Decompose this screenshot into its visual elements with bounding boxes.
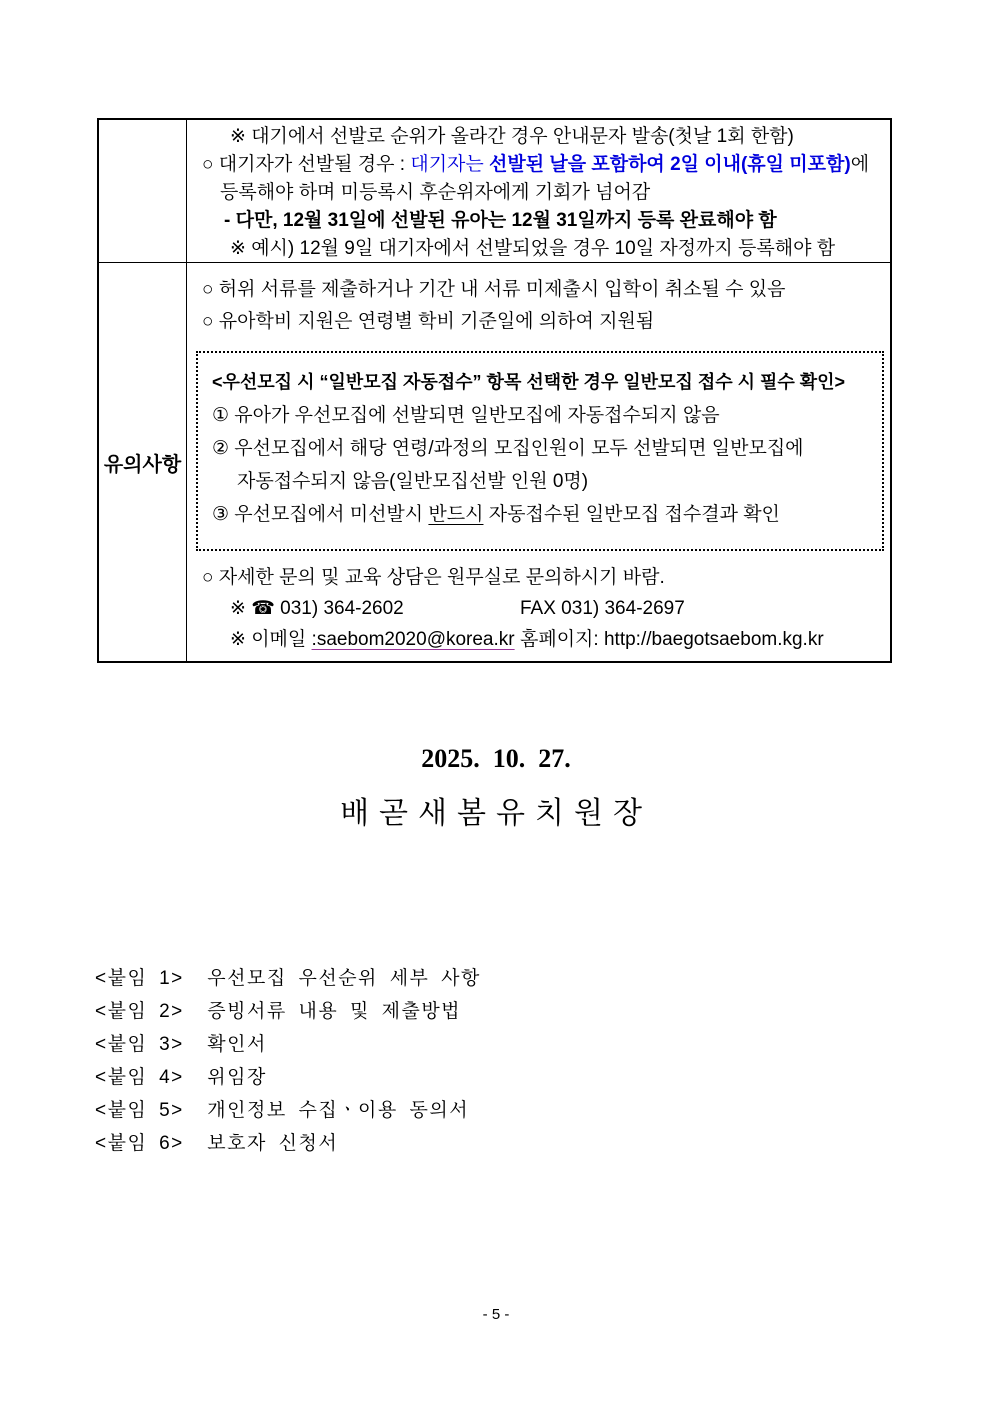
email-homepage-line xyxy=(230,624,890,655)
email-group xyxy=(230,624,520,655)
attachment-item-3: <붙임 3> 확인서 xyxy=(95,1034,267,1055)
phone-fax-line xyxy=(230,593,890,624)
auto-apply-item-2: ② 우선모집에서 해당 연령/과정의 모집인원이 모두 선발되면 일반모집에 xyxy=(212,438,804,459)
waiting-continuation-line: 등록해야 하며 미등록시 후순위자에게 기회가 넘어감 xyxy=(220,182,651,203)
email-label: ※ 이메일 xyxy=(230,629,312,650)
notes-row-label: 유의사항 xyxy=(99,263,187,661)
fax-number: FAX 031) 364-2697 xyxy=(520,598,685,619)
notes-bullet-false-docs: ○ 허위 서류를 제출하거나 기간 내 서류 미제출시 입학이 취소될 수 있음 xyxy=(202,279,786,300)
signature-date: 2025. 10. 27. xyxy=(421,744,571,773)
waiting-deadline-line: - 다만, 12월 31일에 선발된 유아는 12월 31일까지 등록 완료해야 함 xyxy=(224,210,777,231)
waiting-example-line: ※ 예시) 12월 9일 대기자에서 선발되었을 경우 10일 자정까지 등록해야 함 xyxy=(230,238,836,259)
waiting-selected-suffix: 에 xyxy=(850,154,870,175)
homepage-url: 홈페이지: http://baegotsaebom.kg.kr xyxy=(520,629,824,650)
notes-row-content-cell xyxy=(187,263,890,661)
waiting-selected-blue-bold: 선발된 날을 포함하여 2일 이내(휴일 미포함) xyxy=(489,154,851,175)
waiting-selected-blue: 대기자는 xyxy=(410,154,490,175)
auto-apply-item-3-pre: ③ 우선모집에서 미선발시 xyxy=(212,504,429,525)
notes-bullet-tuition: ○ 유아학비 지원은 연령별 학비 기준일에 의하여 지원됨 xyxy=(202,311,655,332)
attachments-list xyxy=(95,962,481,1160)
waiting-row-label-cell xyxy=(99,120,187,263)
auto-apply-item-1: ① 유아가 우선모집에 선발되면 일반모집에 자동접수되지 않음 xyxy=(212,405,720,426)
auto-apply-item-3-underline: 반드시 xyxy=(428,504,484,525)
attachment-item-2: <붙임 2> 증빙서류 내용 및 제출방법 xyxy=(95,1001,462,1022)
phone-number: ※ ☎ 031) 364-2602 xyxy=(230,598,404,619)
auto-apply-item-3-post: 자동접수된 일반모집 접수결과 확인 xyxy=(483,504,780,525)
waiting-selected-prefix: ○ 대기자가 선발될 경우 : xyxy=(202,154,411,175)
auto-apply-box-title: <우선모집 시 “일반모집 자동접수” 항목 선택한 경우 일반모집 접수 시 필수 확인> xyxy=(212,372,846,392)
contact-block xyxy=(187,562,890,655)
contact-info-line: ○ 자세한 문의 및 교육 상담은 원무실로 문의하시기 바람. xyxy=(202,567,665,588)
signature-name: 배곧새봄유치원장 xyxy=(340,797,652,830)
page-number: - 5 - xyxy=(482,1306,510,1323)
attachment-item-1: <붙임 1> 우선모집 우선순위 세부 사항 xyxy=(95,968,481,989)
auto-apply-item-2-cont: 자동접수되지 않음(일반모집선발 인원 0명) xyxy=(237,471,589,492)
waiting-note-line: ※ 대기에서 선발로 순위가 올라간 경우 안내문자 발송(첫날 1회 한함) xyxy=(230,126,794,147)
attachment-item-4: <붙임 4> 위임장 xyxy=(95,1067,267,1088)
auto-apply-notice-box xyxy=(196,351,884,551)
waiting-selected-line xyxy=(202,151,890,179)
auto-apply-item-3 xyxy=(212,498,876,531)
email-link[interactable]: :saebom2020@korea.kr xyxy=(311,629,515,650)
attachment-item-6: <붙임 6> 보호자 신청서 xyxy=(95,1133,339,1154)
attachment-item-5: <붙임 5> 개인정보 수집ㆍ이용 동의서 xyxy=(95,1100,470,1121)
notice-table xyxy=(97,118,892,663)
waiting-row-content-cell xyxy=(187,120,890,263)
